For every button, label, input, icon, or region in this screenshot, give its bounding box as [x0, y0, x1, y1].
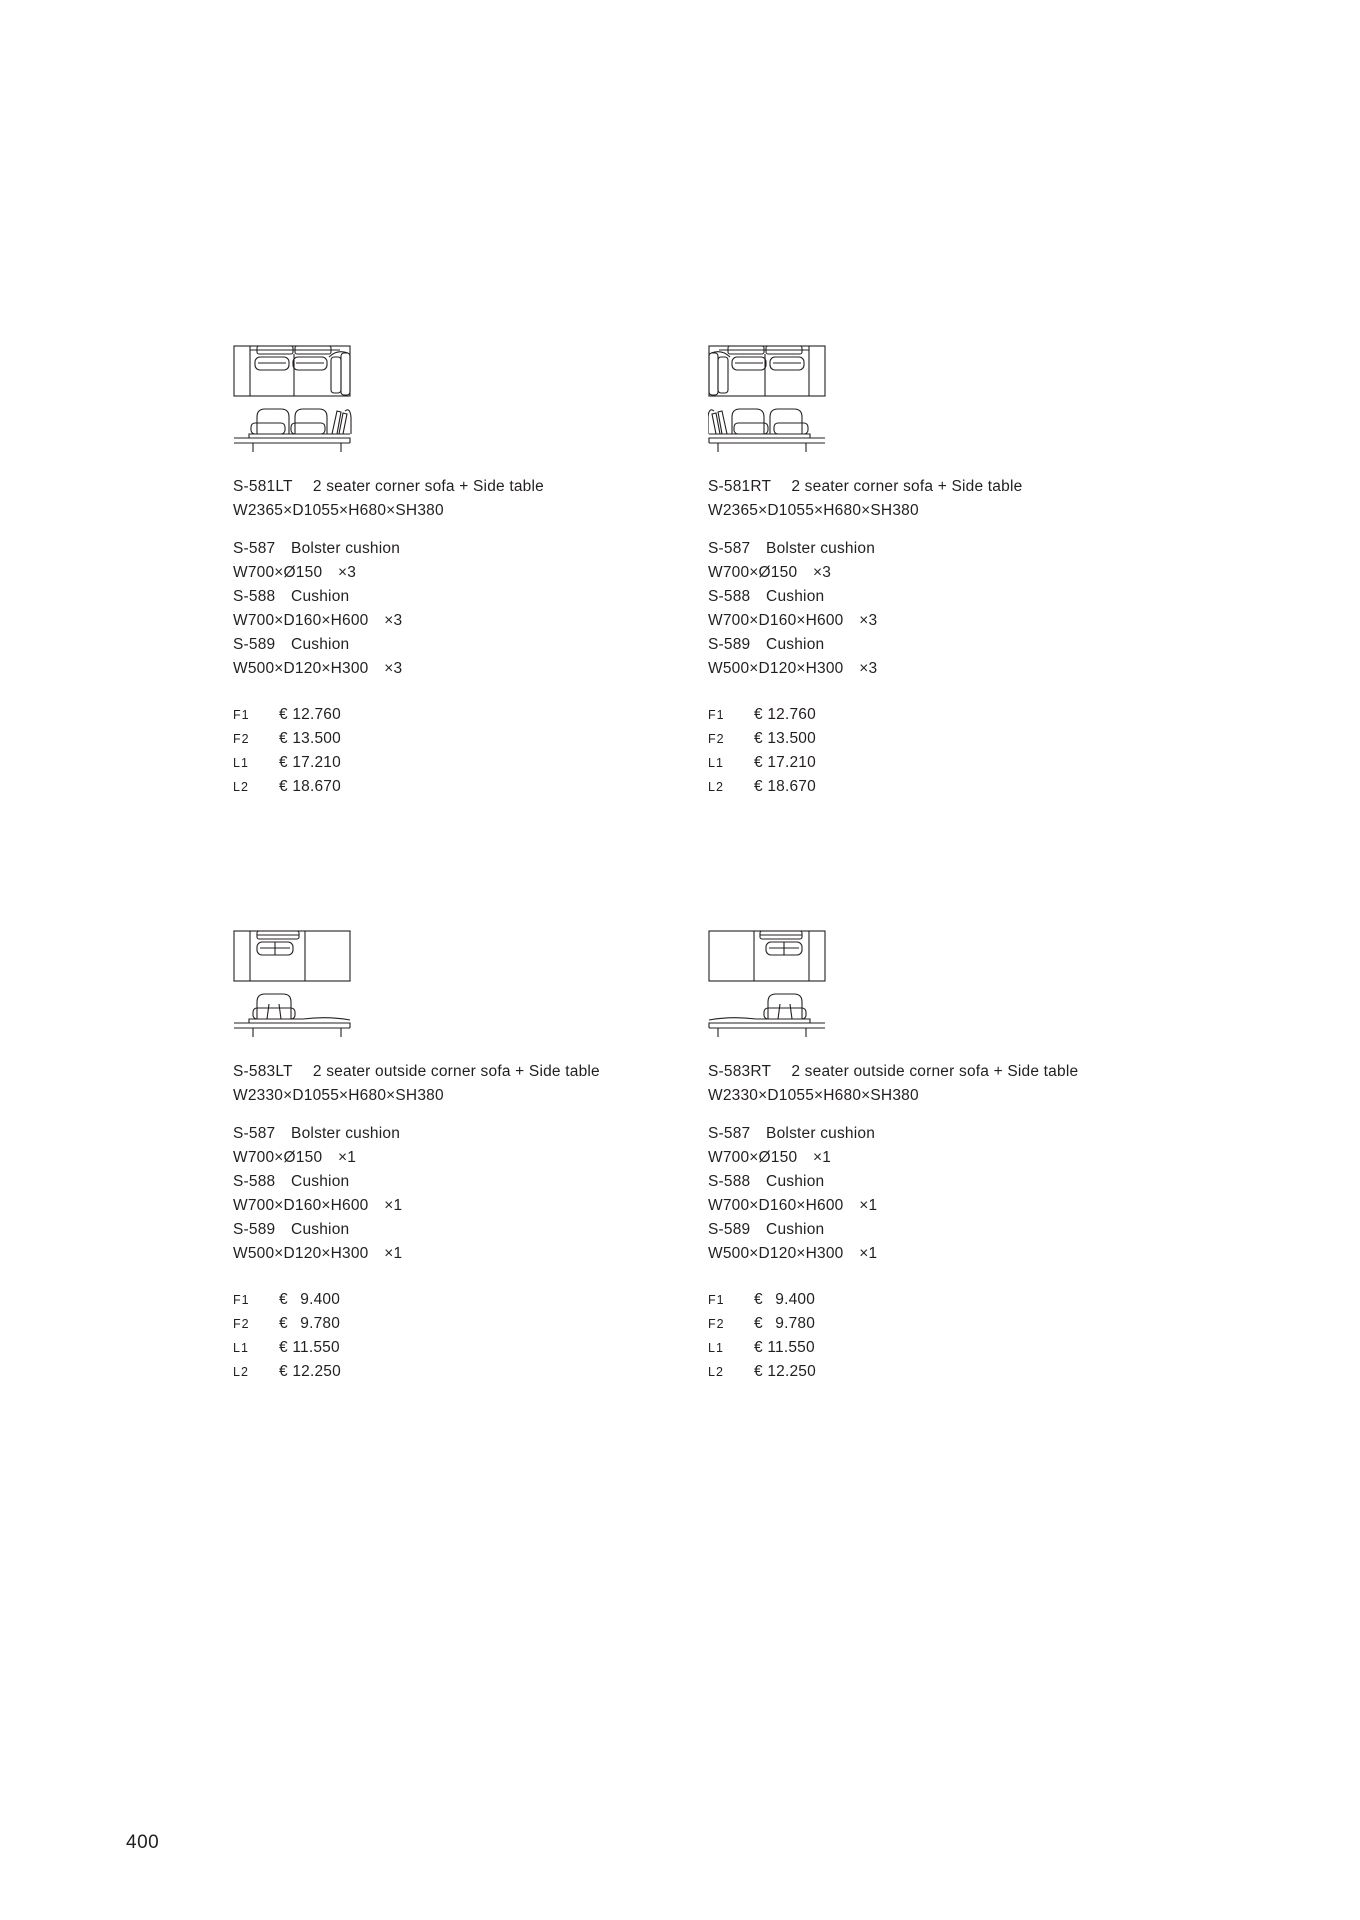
sofa-drawing	[708, 345, 838, 457]
price-amount: € 9.780	[754, 1315, 816, 1332]
price-amount: € 13.500	[279, 730, 341, 747]
price-amount: € 9.780	[279, 1315, 341, 1332]
sofa-drawing	[708, 930, 838, 1042]
accessory-title: S-588 Cushion	[233, 1173, 350, 1190]
price-row	[233, 1312, 663, 1336]
sofa-line-drawing-s583lt	[233, 930, 363, 1042]
price-grade: L2	[233, 1365, 249, 1379]
product-dimensions: W2330×D1055×H680×SH380	[708, 1087, 919, 1104]
product-title: S-581RT 2 seater corner sofa + Side table	[708, 478, 1023, 495]
price-amount: € 12.760	[754, 706, 816, 723]
price-row	[233, 775, 663, 799]
price-row	[708, 751, 1138, 775]
accessory-dimensions: W500×D120×H300 ×1	[708, 1245, 878, 1262]
accessory-title: S-588 Cushion	[233, 588, 350, 605]
accessory-dimensions: W700×Ø150 ×1	[708, 1149, 832, 1166]
product-dimensions: W2330×D1055×H680×SH380	[233, 1087, 444, 1104]
price-amount: € 9.400	[279, 1291, 341, 1308]
price-row	[233, 1336, 663, 1360]
accessory-title: S-589 Cushion	[233, 1221, 350, 1238]
price-row	[233, 727, 663, 751]
product-dimensions: W2365×D1055×H680×SH380	[233, 502, 444, 519]
price-row	[708, 1360, 1138, 1384]
price-grade: L2	[708, 780, 724, 794]
accessory-title: S-587 Bolster cushion	[708, 1125, 876, 1142]
price-amount: € 17.210	[754, 754, 816, 771]
price-grade: L1	[233, 756, 249, 770]
price-row	[708, 1288, 1138, 1312]
accessory-title: S-589 Cushion	[708, 1221, 825, 1238]
accessory-dimensions: W500×D120×H300 ×3	[708, 660, 878, 677]
price-grade: L2	[233, 780, 249, 794]
accessory-title: S-587 Bolster cushion	[233, 540, 401, 557]
price-grade: F1	[708, 708, 725, 722]
price-grade: F2	[708, 732, 725, 746]
product-title: S-583LT 2 seater outside corner sofa + Side table	[233, 1063, 600, 1080]
price-amount: € 12.250	[754, 1363, 816, 1380]
price-row	[708, 703, 1138, 727]
price-grade: F2	[708, 1317, 725, 1331]
accessory-title: S-588 Cushion	[708, 1173, 825, 1190]
price-grade: L1	[708, 1341, 724, 1355]
price-grade: F1	[233, 708, 250, 722]
price-amount: € 18.670	[279, 778, 341, 795]
sofa-line-drawing-s581lt	[233, 345, 363, 457]
product-title: S-581LT 2 seater corner sofa + Side table	[233, 478, 544, 495]
accessory-dimensions: W700×Ø150 ×3	[233, 564, 357, 581]
accessory-title: S-589 Cushion	[708, 636, 825, 653]
price-grade: L1	[233, 1341, 249, 1355]
product-dimensions: W2365×D1055×H680×SH380	[708, 502, 919, 519]
accessory-title: S-587 Bolster cushion	[233, 1125, 401, 1142]
price-grade: F2	[233, 732, 250, 746]
price-row	[708, 1336, 1138, 1360]
product-title: S-583RT 2 seater outside corner sofa + Side table	[708, 1063, 1079, 1080]
price-row	[708, 1312, 1138, 1336]
sofa-line-drawing-s583rt	[708, 930, 838, 1042]
price-grade: L2	[708, 1365, 724, 1379]
sofa-drawing	[233, 345, 363, 457]
price-amount: € 9.400	[754, 1291, 816, 1308]
price-amount: € 13.500	[754, 730, 816, 747]
price-amount: € 18.670	[754, 778, 816, 795]
accessory-dimensions: W500×D120×H300 ×1	[233, 1245, 403, 1262]
sofa-drawing	[233, 930, 363, 1042]
accessory-title: S-588 Cushion	[708, 588, 825, 605]
price-row	[708, 727, 1138, 751]
accessory-title: S-587 Bolster cushion	[708, 540, 876, 557]
price-row	[233, 1288, 663, 1312]
price-row	[233, 751, 663, 775]
accessory-dimensions: W700×D160×H600 ×1	[233, 1197, 403, 1214]
accessory-dimensions: W500×D120×H300 ×3	[233, 660, 403, 677]
price-row	[708, 775, 1138, 799]
accessory-title: S-589 Cushion	[233, 636, 350, 653]
accessory-dimensions: W700×D160×H600 ×3	[233, 612, 403, 629]
sofa-line-drawing-s581rt	[708, 345, 838, 457]
accessory-dimensions: W700×D160×H600 ×3	[708, 612, 878, 629]
price-amount: € 11.550	[754, 1339, 815, 1356]
price-amount: € 12.760	[279, 706, 341, 723]
price-row	[233, 1360, 663, 1384]
price-row	[233, 703, 663, 727]
accessory-dimensions: W700×Ø150 ×1	[233, 1149, 357, 1166]
price-grade: F1	[708, 1293, 725, 1307]
accessory-dimensions: W700×D160×H600 ×1	[708, 1197, 878, 1214]
price-amount: € 11.550	[279, 1339, 340, 1356]
price-grade: F2	[233, 1317, 250, 1331]
page-number: 400	[126, 1832, 160, 1853]
price-amount: € 12.250	[279, 1363, 341, 1380]
price-grade: F1	[233, 1293, 250, 1307]
price-grade: L1	[708, 756, 724, 770]
accessory-dimensions: W700×Ø150 ×3	[708, 564, 832, 581]
price-amount: € 17.210	[279, 754, 341, 771]
